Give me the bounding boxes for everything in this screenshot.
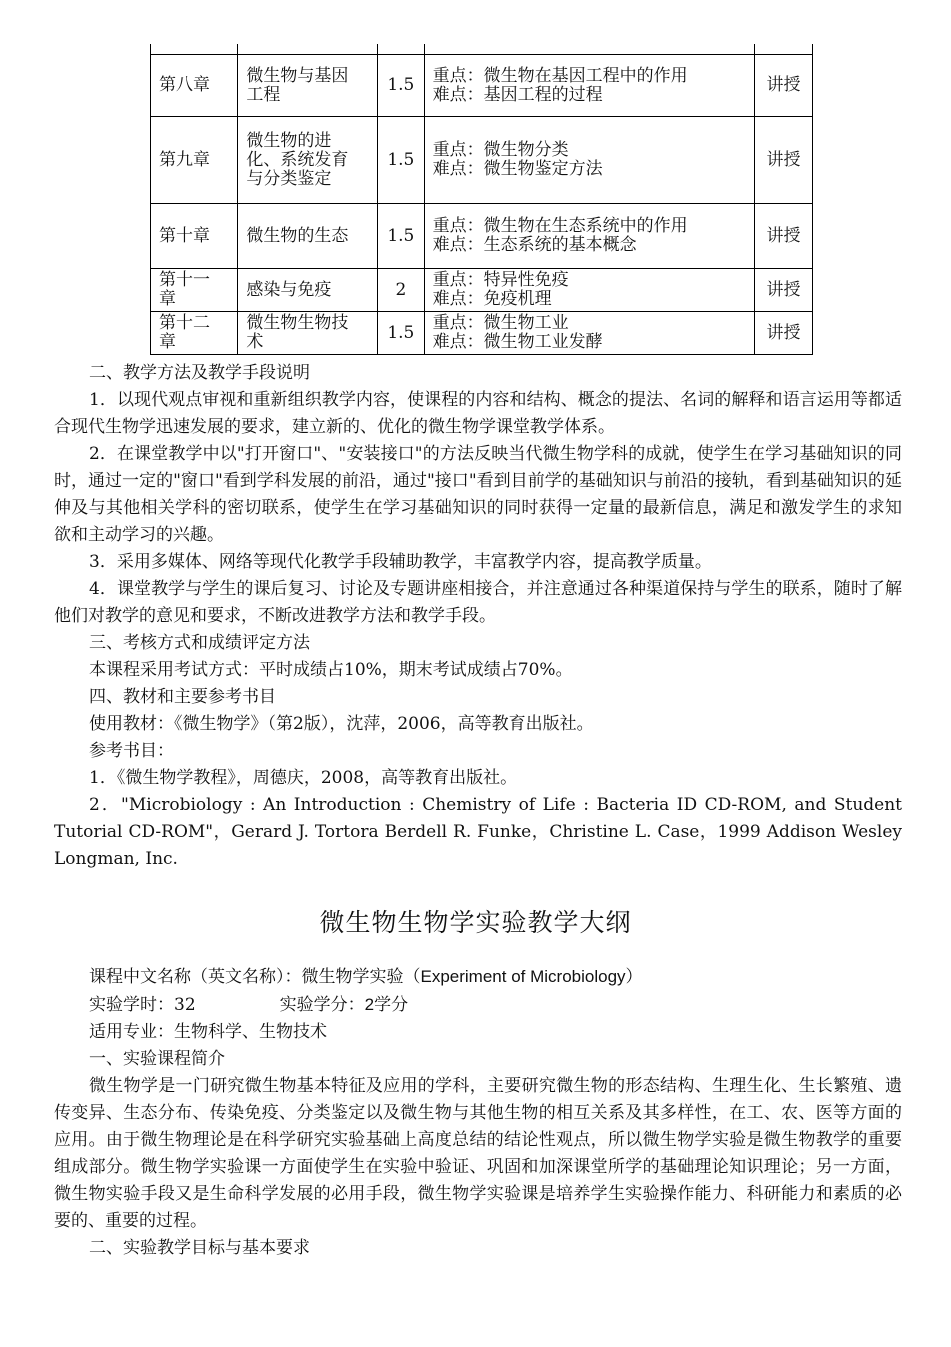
syllabus-table-wrap bbox=[150, 44, 813, 355]
method-cell: 讲授 bbox=[755, 269, 813, 312]
lab-credits-value: 2 bbox=[364, 995, 375, 1014]
key-point: 重点：微生物工业 bbox=[432, 313, 569, 333]
name-line: 工程 bbox=[246, 84, 281, 105]
method-cell: 讲授 bbox=[755, 55, 813, 117]
chapter-cell: 第八章 bbox=[151, 55, 238, 117]
chapter-name-cell bbox=[238, 204, 378, 269]
section-heading: 二、实验教学目标与基本要求 bbox=[89, 1238, 310, 1258]
chapter-cell bbox=[151, 269, 238, 312]
section-heading: 三、考核方式和成绩评定方法 bbox=[89, 633, 310, 653]
key-point: 重点：微生物在生态系统中的作用 bbox=[432, 216, 688, 236]
chapter-line: 第十二 bbox=[159, 313, 210, 333]
chapter-line: 章 bbox=[159, 289, 176, 309]
method-cell: 讲授 bbox=[755, 117, 813, 204]
section-heading: 二、教学方法及教学手段说明 bbox=[89, 363, 310, 383]
hours-cell: 2 bbox=[378, 269, 425, 312]
chapter-name-cell bbox=[238, 55, 378, 117]
paragraph: 本课程采用考试方式：平时成绩占10%，期末考试成绩占70%。 bbox=[89, 660, 573, 680]
method-cell: 讲授 bbox=[755, 204, 813, 269]
section-heading: 一、实验课程简介 bbox=[89, 1049, 225, 1069]
chapter-cell bbox=[151, 312, 238, 355]
name-line: 感染与免疫 bbox=[246, 279, 332, 300]
name-line: 与分类鉴定 bbox=[246, 168, 332, 189]
course-name-close: ） bbox=[625, 967, 643, 987]
hours-cell: 1.5 bbox=[378, 204, 425, 269]
name-line: 化、系统发育 bbox=[246, 149, 349, 170]
method-cell: 讲授 bbox=[755, 312, 813, 355]
hours-cell: 1.5 bbox=[378, 55, 425, 117]
points-cell bbox=[424, 204, 754, 269]
key-point: 重点：微生物在基因工程中的作用 bbox=[432, 65, 688, 86]
key-point: 重点：微生物分类 bbox=[432, 140, 569, 160]
reference-item: 1．《微生物学教程》，周德庆，2008，高等教育出版社。 bbox=[89, 768, 518, 788]
major-line: 适用专业：生物科学、生物技术 bbox=[89, 1022, 327, 1042]
name-line: 微生物的进 bbox=[246, 130, 332, 151]
lab-hours: 实验学时：32 bbox=[89, 995, 196, 1015]
difficulty-point: 难点：微生物鉴定方法 bbox=[432, 159, 603, 179]
table-row bbox=[151, 55, 813, 117]
course-name-line bbox=[54, 963, 902, 991]
chapter-line: 章 bbox=[159, 332, 176, 352]
points-cell bbox=[424, 117, 754, 204]
paragraph: 使用教材：《微生物学》（第2版），沈萍，2006，高等教育出版社。 bbox=[89, 714, 594, 734]
reference-item: 2．"Microbiology : An Introduction : Chemistry of Life : Bacteria ID CD-ROM, and Student Tutorial CD-ROM"，Gerard J. Tortora Berdell R. Funke，Christine L. Case，1999 Addison Wesley Longman, Inc. bbox=[54, 795, 902, 869]
table-row-continuation bbox=[151, 44, 813, 55]
paragraph: 2．在课堂教学中以"打开窗口"、"安装接口"的方法反映当代微生物学科的成就，使学生在学习基础知识的同时，通过一定的"窗口"看到学科发展的前沿，通过"接口"看到目前学的基础知识与前沿的接轨，看到基础知识的延伸及与其他相关学科的密切联系，使学生在学习基础知识的同时获得一定量的最新信息，满足和激发学生的求知欲和主动学习的兴趣。 bbox=[54, 444, 902, 545]
name-line: 术 bbox=[246, 332, 264, 352]
page-title: 微生物生物学实验教学大纲 bbox=[319, 908, 632, 937]
difficulty-point: 难点：免疫机理 bbox=[432, 289, 552, 309]
points-cell bbox=[424, 312, 754, 355]
name-line: 微生物生物技 bbox=[246, 313, 349, 333]
table-row bbox=[151, 117, 813, 204]
chapter-cell: 第十章 bbox=[151, 204, 238, 269]
table-row bbox=[151, 204, 813, 269]
chapter-name-cell bbox=[238, 312, 378, 355]
chapter-name-cell bbox=[238, 269, 378, 312]
course-name-label: 课程中文名称（英文名称）：微生物学实验（ bbox=[89, 967, 421, 987]
hours-credits-line bbox=[54, 991, 902, 1019]
key-point: 重点：特异性免疫 bbox=[432, 270, 569, 290]
paragraph: 3．采用多媒体、网络等现代化教学手段辅助教学，丰富教学内容，提高教学质量。 bbox=[89, 552, 712, 572]
hours-cell: 1.5 bbox=[378, 117, 425, 204]
difficulty-point: 难点：基因工程的过程 bbox=[432, 84, 603, 105]
course-name-en: Experiment of Microbiology bbox=[420, 967, 626, 986]
lab-credits-label: 实验学分： bbox=[279, 995, 365, 1015]
name-line: 微生物与基因 bbox=[246, 65, 349, 86]
name-line: 微生物的生态 bbox=[246, 225, 349, 246]
chapter-line: 第十一 bbox=[159, 270, 210, 290]
points-cell bbox=[424, 55, 754, 117]
difficulty-point: 难点：微生物工业发酵 bbox=[432, 332, 603, 352]
table-row bbox=[151, 269, 813, 312]
section-heading: 四、教材和主要参考书目 bbox=[89, 687, 276, 707]
syllabus-table bbox=[150, 44, 813, 355]
chapter-cell: 第九章 bbox=[151, 117, 238, 204]
lab-credits-unit: 学分 bbox=[374, 995, 409, 1015]
hours-cell: 1.5 bbox=[378, 312, 425, 355]
paragraph: 4．课堂教学与学生的课后复习、讨论及专题讲座相接合，并注意通过各种渠道保持与学生的联系，随时了解他们对教学的意见和要求，不断改进教学方法和教学手段。 bbox=[54, 579, 902, 626]
paragraph: 微生物学是一门研究微生物基本特征及应用的学科，主要研究微生物的形态结构、生理生化、生长繁殖、遗传变异、生态分布、传染免疫、分类鉴定以及微生物与其他生物的相互关系及其多样性，在工、农、医等方面的应用。由于微生物理论是在科学研究实验基础上高度总结的结论性观点，所以微生物学实验是微生物教学的重要组成部分。微生物学实验课一方面使学生在实验中验证、巩固和加深课堂所学的基础理论知识理论；另一方面，微生物实验手段又是生命科学发展的必用手段，微生物学实验课是培养学生实验操作能力、科研能力和素质的必要的、重要的过程。 bbox=[54, 1076, 902, 1231]
paragraph: 参考书目： bbox=[89, 741, 174, 761]
lab-syllabus-section bbox=[54, 963, 902, 1262]
difficulty-point: 难点：生态系统的基本概念 bbox=[432, 235, 637, 255]
points-cell bbox=[424, 269, 754, 312]
teaching-methods-section bbox=[54, 360, 902, 873]
chapter-name-cell bbox=[238, 117, 378, 204]
table-row bbox=[151, 312, 813, 355]
paragraph: 1．以现代观点审视和重新组织教学内容，使课程的内容和结构、概念的提法、名词的解释和语言运用等都适合现代生物学迅速发展的要求，建立新的、优化的微生物学课堂教学体系。 bbox=[54, 390, 902, 437]
